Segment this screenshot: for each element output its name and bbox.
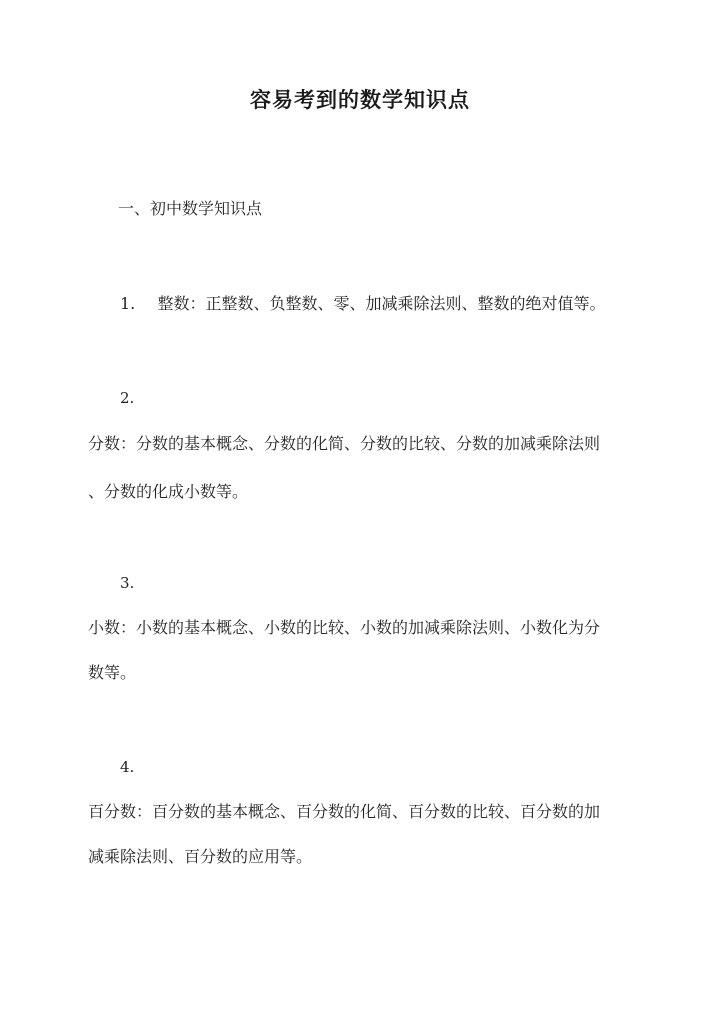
item-number-4: 4. <box>120 758 135 776</box>
list-item-1 <box>120 291 605 314</box>
item-number: 1. <box>120 294 136 313</box>
item-number-3: 3. <box>120 574 135 592</box>
item-2-line-1: 分数：分数的基本概念、分数的化简、分数的比较、分数的加减乘除法则 <box>88 434 601 453</box>
document-title: 容易考到的数学知识点 <box>250 87 470 112</box>
item-4-line-1: 百分数：百分数的基本概念、百分数的化简、百分数的比较、百分数的加 <box>88 802 601 821</box>
item-text: 整数：正整数、负整数、零、加减乘除法则、整数的绝对值等。 <box>157 294 606 313</box>
item-2-line-2: 、分数的化成小数等。 <box>88 482 249 501</box>
item-3-line-2: 数等。 <box>88 663 137 682</box>
item-number-2: 2. <box>120 389 135 407</box>
item-3-line-1: 小数：小数的基本概念、小数的比较、小数的加减乘除法则、小数化为分 <box>88 618 601 637</box>
item-4-line-2: 减乘除法则、百分数的应用等。 <box>88 847 313 866</box>
section-heading: 一、初中数学知识点 <box>118 199 263 218</box>
